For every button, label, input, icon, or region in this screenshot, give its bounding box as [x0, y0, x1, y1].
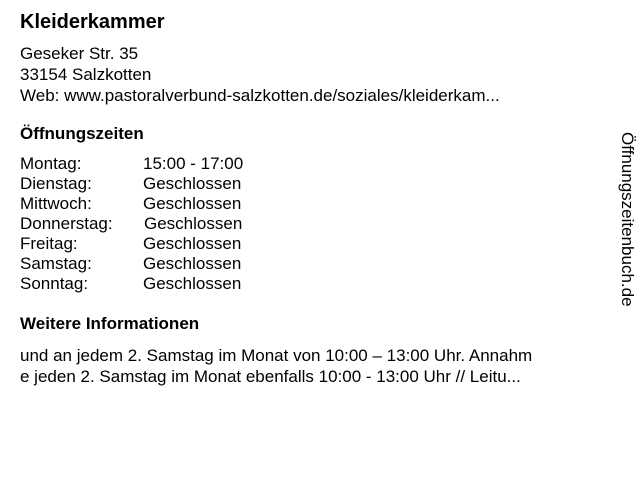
- hours-time: Geschlossen: [143, 254, 242, 273]
- hours-day: Sonntag:: [20, 274, 89, 293]
- hours-time: Geschlossen: [143, 194, 242, 213]
- hours-row-thursday: [20, 214, 320, 234]
- hours-row-wednesday: [20, 194, 320, 214]
- further-info-heading: Weitere Informationen: [20, 314, 200, 333]
- opening-hours-heading: Öffnungszeiten: [20, 124, 144, 143]
- hours-time: Geschlossen: [143, 174, 242, 193]
- watermark-label: Öffnungszeitenbuch.de: [618, 132, 637, 307]
- hours-row-saturday: [20, 254, 320, 274]
- address-street: Geseker Str. 35: [20, 44, 139, 63]
- hours-day: Donnerstag:: [20, 214, 113, 233]
- hours-day: Dienstag:: [20, 174, 92, 193]
- further-info-text: [20, 345, 532, 387]
- address-city: 33154 Salzkotten: [20, 65, 152, 84]
- hours-day: Freitag:: [20, 234, 78, 253]
- hours-row-friday: [20, 234, 320, 254]
- hours-time: Geschlossen: [144, 214, 243, 233]
- further-info-line: und an jedem 2. Samstag im Monat von 10:00 – 13:00 Uhr. Annahm: [20, 346, 533, 365]
- hours-time: Geschlossen: [143, 274, 242, 293]
- hours-day: Montag:: [20, 154, 82, 173]
- address-web: Web: www.pastoralverbund-salzkotten.de/soziales/kleiderkam...: [20, 86, 500, 105]
- page-title: Kleiderkammer: [20, 11, 165, 33]
- hours-time: 15:00 - 17:00: [143, 154, 244, 173]
- hours-time: Geschlossen: [143, 234, 242, 253]
- watermark-label-wrapper: [614, 132, 640, 364]
- hours-day: Samstag:: [20, 254, 92, 273]
- hours-row-monday: [20, 154, 320, 174]
- further-info-line: e jeden 2. Samstag im Monat ebenfalls 10:00 - 13:00 Uhr // Leitu...: [20, 367, 521, 386]
- address-block: [20, 43, 500, 106]
- hours-day: Mittwoch:: [20, 194, 92, 213]
- opening-hours-table: [20, 154, 320, 294]
- hours-row-tuesday: [20, 174, 320, 194]
- hours-row-sunday: [20, 274, 320, 294]
